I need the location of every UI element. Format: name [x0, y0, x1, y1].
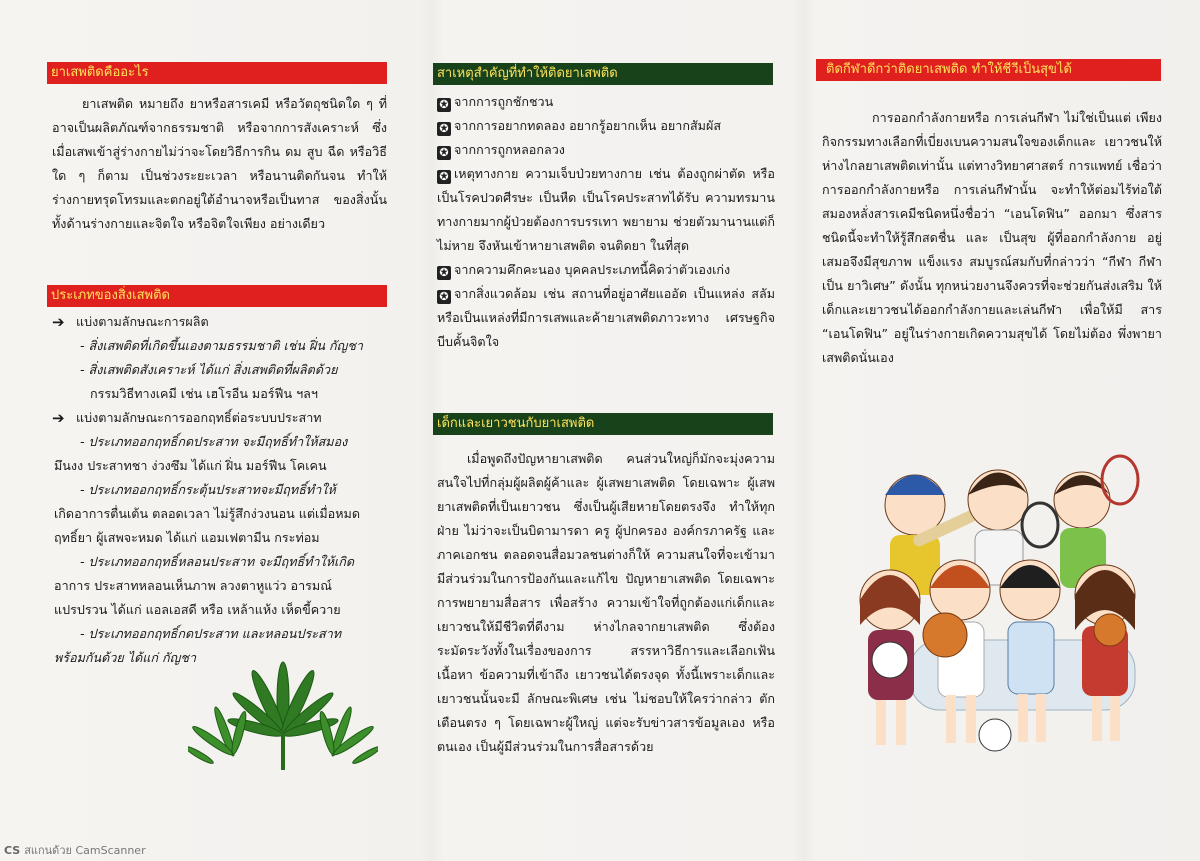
camscanner-footer — [4, 841, 146, 859]
star-icon: ✪ — [437, 98, 451, 112]
kid-ball-girl — [1075, 565, 1135, 741]
heading-drug-causes: สาเหตุสำคัญที่ทำให้ติดยาเสพติด — [433, 63, 773, 85]
star-icon: ✪ — [437, 290, 451, 304]
heading-what-is-drugs: ยาเสพติดคืออะไร — [47, 62, 387, 84]
group1-item: - สิ่งเสพติดที่เกิดขึ้นเองตามธรรมชาติ เช่น ฝิ่น กัญชา — [80, 338, 363, 353]
heading-youth-drugs: เด็กและเยาวชนกับยาเสพติด — [433, 413, 773, 435]
group1-item: - สิ่งเสพติดสังเคราะห์ ได้แก่ สิ่งเสพติดที่ผลิตด้วย — [80, 362, 338, 377]
group-by-effect — [52, 406, 392, 430]
group2-title: แบ่งตามลักษณะการออกฤทธิ์ต่อระบบประสาท — [76, 410, 322, 425]
group2-item: พร้อมกันด้วย ได้แก่ กัญชา — [54, 650, 197, 665]
group2-item: - ประเภทออกฤทธิ์กระตุ้นประสาทจะมีฤทธิ์ทำให้ — [80, 482, 336, 497]
star-icon: ✪ — [437, 146, 451, 160]
group2-item: - ประเภทออกฤทธิ์กดประสาท และหลอนประสาท — [80, 626, 342, 641]
kid-basketball — [923, 560, 990, 743]
arrow-right-icon: ➔ — [52, 409, 65, 427]
cause-item: ✪ จากความคึกคะนอง บุคคลประเภทนี้คิดว่าตัวเองเก่ง — [437, 258, 775, 282]
group2-item: - ประเภทออกฤทธิ์กดประสาท จะมีฤทธิ์ทำให้สมอง — [80, 434, 348, 449]
drug-types-list — [52, 310, 392, 670]
kids-sports-illustration — [850, 450, 1150, 755]
arrow-right-icon: ➔ — [52, 313, 65, 331]
group2-item: ฤทธิ์ยา ผู้เสพจะหมด ได้แก่ แอมเฟตามีน กระท่อม — [54, 530, 320, 545]
cannabis-plant-illustration — [188, 660, 378, 770]
cause-item: ✪ จากสิ่งแวดล้อม เช่น สถานที่อยู่อาศัยแออัด เป็นแหล่ง สลัมหรือเป็นแหล่งที่มีการเสพและค้ายาเสพติดภาวะทาง เศรษฐกิจ บีบคั้นจิตใจ — [437, 286, 775, 349]
group1-title: แบ่งตามลักษณะการผลิต — [76, 314, 209, 329]
kid-volleyball — [860, 570, 920, 745]
group2-item: เกิดอาการตื่นเต้น ตลอดเวลา ไม่รู้สึกง่วงนอน แต่เมื่อหมด — [54, 506, 361, 521]
cause-item: ✪ จากการถูกชักชวน — [437, 90, 775, 114]
group-by-production — [52, 310, 392, 334]
cause-item: ✪ เหตุทางกาย ความเจ็บป่วยทางกาย เช่น ต้องถูกผ่าตัด หรือเป็นโรคปวดศีรษะ เป็นหืด เป็นโรคประสาทได้รับ ความทรมานทางกายมากผู้ป่วยต้องการบรรเทา พยายาม ช่วยตัวมานานแต่ก็ไม่หาย จึงหันเข้าหายาเสพติด จนติดยา ในที่สุด — [437, 166, 775, 253]
heading-drug-types: ประเภทของสิ่งเสพติด — [47, 285, 387, 307]
star-icon: ✪ — [437, 266, 451, 280]
camscanner-logo: CS — [4, 844, 21, 857]
youth-paragraph — [437, 447, 775, 759]
causes-list — [437, 90, 775, 354]
footer-text: สแกนด้วย CamScanner — [24, 844, 146, 857]
cause-item: ✪ จากการถูกหลอกลวง — [437, 138, 775, 162]
group2-item: มึนงง ประสาทชา ง่วงซึม ได้แก่ ฝิ่น มอร์ฟีน โคเคน — [54, 458, 327, 473]
group2-item: - ประเภทออกฤทธิ์หลอนประสาท จะมีฤทธิ์ทำให้เกิด — [80, 554, 355, 569]
group1-item: กรรมวิธีทางเคมี เช่น เฮโรอีน มอร์ฟีน ฯลฯ — [90, 386, 318, 401]
star-icon: ✪ — [437, 122, 451, 136]
sports-paragraph — [822, 106, 1162, 370]
star-icon: ✪ — [437, 170, 451, 184]
sports-text: การออกกำลังกายหรือ การเล่นกีฬา ไม่ใช่เป็นแต่ เพียงกิจกรรมทางเลือกที่เบี่ยงเบนความสนใจของเด็กและ เยาวชนให้ห่างไกลยาเสพติดเท่านั้น แต่ทางวิทยาศาสตร์ การแพทย์ เชื่อว่า การออกกำลังกายหรือ การเล่นกีฬานั้น จะทำให้ต่อมไร้ท่อใต้สมองหลั่งสารเคมีชนิดหนึ่งชื่อว่า “เอนโดฟิน” ออกมา ซึ่งสารชนิดนี้จะทำให้รู้สึกสดชื่น และ เป็นสุข ผู้ที่ออกกำลังกาย อยู่เสมอจึงมีสุขภาพ แข็งแรง สมบูรณ์สมกับที่กล่าวว่า “กีฬา กีฬา เป็น ยาวิเศษ” ดังนั้น ทุกหน่วยงานจึงควรที่จะช่วยกันส่งเสริม ให้เด็กและเยาวชนได้ออกกำลังกายและเล่นกีฬา เพื่อให้มี สาร “เอนโดฟิน” อยู่ในร่างกายเกิดความสุขได้ โดยไม่ต้อง พึ่งพายาเสพติดนั่นเอง — [822, 110, 1162, 365]
definition-paragraph — [52, 92, 387, 236]
group2-item: อาการ ประสาทหลอนเห็นภาพ ลวงตาหูแว่ว อารมณ์ — [54, 578, 332, 593]
heading-sports-better: ติดกีฬาดีกว่าติดยาเสพติด ทำให้ชีวีเป็นสุขได้ — [816, 59, 1161, 81]
definition-text: ยาเสพติด หมายถึง ยาหรือสารเคมี หรือวัตถุชนิดใด ๆ ที่อาจเป็นผลิตภัณฑ์จากธรรมชาติ หรือจากการสังเคราะห์ ซึ่งเมื่อเสพเข้าสู่ร่างกายไม่ว่าจะโดยวิธีการกิน ดม สูบ ฉีด หรือวิธีใด ๆ ก็ตาม เป็นช่วงระยะเวลา หรือนานติดกันจน ทำให้ร่างกายทรุดโทรมและตกอยู่ใต้อำนาจหรือเป็นทาส ของสิ่งนั้น ทั้งด้านร่างกายและจิตใจ หรือจิตใจเพียง อย่างเดียว — [52, 96, 387, 231]
youth-text: เมื่อพูดถึงปัญหายาเสพติด คนส่วนใหญ่ก็มักจะมุ่งความ สนใจไปที่กลุ่มผู้ผลิตผู้ค้าและ ผู้เสพยาเสพติด โดยเฉพาะ ผู้เสพยาเสพติดที่เป็นเยาวชน ซึ่งเป็นผู้เสียหายโดยตรงจึง ทำให้ทุกฝ่าย ไม่ว่าจะเป็นบิดามารดา ครู ผู้ปกครอง องค์กรภาครัฐ และภาคเอกชน ตลอดจนสื่อมวลชนต่างก็ให้ ความสนใจที่จะเข้ามามีส่วนร่วมในการป้องกันและแก้ไข ปัญหายาเสพติด โดยเฉพาะการพยายามสื่อสาร เพื่อสร้าง ความเข้าใจที่ถูกต้องแก่เด็กและเยาวชนให้มีชีวิตที่ดีงาม ห่างไกลจากยาเสพติด ซึ่งต้องระมัดระวังทั้งในเรื่องของการ สรรหาวิธีการและเลือกเฟ้นเนื้อหา ข้อความที่เข้าถึง เยาวชนได้ตรงจุด ทั้งนี้เพราะเด็กและเยาวชนนั้นจะมี ลักษณะพิเศษ เช่น ไม่ชอบให้ใครว่ากล่าว ตักเตือนตรง ๆ โดยเฉพาะผู้ใหญ่ แต่จะรับข่าวสารข้อมูลเอง หรือตนเอง เป็นผู้มีส่วนร่วมในการสื่อสารด้วย — [437, 451, 775, 754]
group2-item: แปรปรวน ได้แก่ แอลเอสดี หรือ เหล้าแห้ง เห็ดขี้ควาย — [54, 602, 341, 617]
cause-item: ✪ จากการอยากทดลอง อยากรู้อยากเห็น อยากสัมผัส — [437, 114, 775, 138]
